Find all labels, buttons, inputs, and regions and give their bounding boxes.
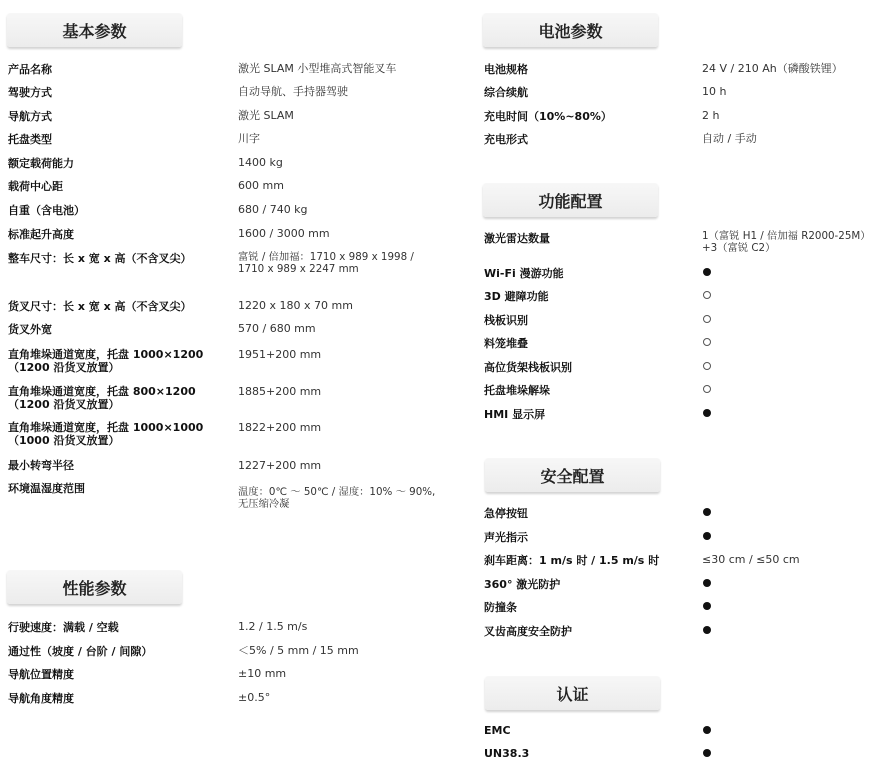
- function-value: 1（富锐 H1 / 倍加福 R2000-25M）: [702, 230, 871, 242]
- empty-circle-icon: [703, 385, 711, 393]
- battery-value: 10 h: [702, 85, 727, 98]
- basic-label: 驾驶方式: [8, 86, 52, 99]
- performance-label: 行驶速度：满载 / 空载: [8, 621, 119, 634]
- basic-value: 1400 kg: [238, 156, 283, 169]
- basic-value: 富锐 / 倍加福：1710 x 989 x 1998 /: [238, 251, 414, 263]
- function-label: 料笼堆叠: [484, 337, 528, 350]
- basic-value: 自动导航、手持器驾驶: [238, 85, 348, 98]
- filled-dot-icon: [703, 602, 711, 610]
- basic-label-cont: （1200 沿货叉放置）: [8, 398, 120, 411]
- basic-value: 温度：0℃ ～ 50℃ / 湿度：10% ～ 90%,: [238, 486, 436, 498]
- battery-value: 2 h: [702, 109, 720, 122]
- basic-value: 1600 / 3000 mm: [238, 227, 330, 240]
- basic-label: 直角堆垛通道宽度，托盘 800×1200: [8, 385, 196, 398]
- filled-dot-icon: [703, 749, 711, 757]
- empty-circle-icon: [703, 315, 711, 323]
- battery-label: 充电形式: [484, 133, 528, 146]
- performance-label: 通过性（坡度 / 台阶 / 间隙）: [8, 645, 153, 658]
- empty-circle-icon: [703, 291, 711, 299]
- basic-value-cont: 1710 x 989 x 2247 mm: [238, 263, 359, 275]
- safety-label: 刹车距离：1 m/s 时 / 1.5 m/s 时: [484, 554, 660, 567]
- function-label: Wi-Fi 漫游功能: [484, 267, 564, 280]
- basic-value: 1822+200 mm: [238, 421, 322, 434]
- performance-value: ＜5% / 5 mm / 15 mm: [238, 644, 359, 657]
- basic-value: 激光 SLAM 小型堆高式智能叉车: [238, 62, 397, 75]
- empty-circle-icon: [703, 338, 711, 346]
- filled-dot-icon: [703, 626, 711, 634]
- basic-label: 额定载荷能力: [8, 157, 74, 170]
- section-title-performance: 性能参数: [7, 570, 182, 604]
- basic-label: 载荷中心距: [8, 180, 63, 193]
- cert-label: EMC: [484, 724, 511, 737]
- basic-value: 激光 SLAM: [238, 109, 294, 122]
- basic-value: 1951+200 mm: [238, 348, 322, 361]
- filled-dot-icon: [703, 268, 711, 276]
- safety-label: 防撞条: [484, 601, 517, 614]
- section-title-cert: 认证: [485, 676, 660, 710]
- safety-value: ≤30 cm / ≤50 cm: [702, 553, 800, 566]
- basic-label: 直角堆垛通道宽度，托盘 1000×1200: [8, 348, 204, 361]
- basic-value: 680 / 740 kg: [238, 203, 308, 216]
- section-title-function: 功能配置: [483, 183, 658, 217]
- basic-value-cont: 无压缩冷凝: [238, 498, 290, 510]
- performance-label: 导航位置精度: [8, 668, 74, 681]
- basic-label: 导航方式: [8, 110, 52, 123]
- basic-label: 托盘类型: [8, 133, 52, 146]
- function-label: 栈板识别: [484, 314, 528, 327]
- function-label: 3D 避障功能: [484, 290, 549, 303]
- basic-value: 570 / 680 mm: [238, 322, 316, 335]
- filled-dot-icon: [703, 508, 711, 516]
- basic-label-cont: （1200 沿货叉放置）: [8, 361, 120, 374]
- basic-label: 最小转弯半径: [8, 459, 74, 472]
- filled-dot-icon: [703, 532, 711, 540]
- safety-label: 360° 激光防护: [484, 578, 561, 591]
- section-title-battery: 电池参数: [483, 13, 658, 47]
- battery-value: 24 V / 210 Ah（磷酸铁锂）: [702, 62, 843, 75]
- basic-value: 1220 x 180 x 70 mm: [238, 299, 353, 312]
- performance-value: ±10 mm: [238, 667, 287, 680]
- basic-label-cont: （1000 沿货叉放置）: [8, 434, 120, 447]
- basic-label: 标准起升高度: [8, 228, 74, 241]
- basic-label: 产品名称: [8, 63, 52, 76]
- basic-label: 整车尺寸：长 x 宽 x 高（不含叉尖）: [8, 252, 192, 265]
- basic-label: 环境温湿度范围: [8, 482, 85, 495]
- battery-label: 充电时间（10%~80%）: [484, 110, 612, 123]
- basic-label: 直角堆垛通道宽度，托盘 1000×1000: [8, 421, 204, 434]
- section-title-safety: 安全配置: [485, 458, 660, 492]
- basic-value: 川字: [238, 132, 260, 145]
- safety-label: 声光指示: [484, 531, 528, 544]
- filled-dot-icon: [703, 726, 711, 734]
- section-title-basic: 基本参数: [7, 13, 182, 47]
- basic-value: 600 mm: [238, 179, 284, 192]
- filled-dot-icon: [703, 409, 711, 417]
- performance-label: 导航角度精度: [8, 692, 74, 705]
- performance-value: ±0.5°: [238, 691, 271, 704]
- function-value-cont: +3（富锐 C2）: [702, 242, 776, 254]
- battery-value: 自动 / 手动: [702, 132, 757, 145]
- cert-label: UN38.3: [484, 747, 530, 760]
- function-label: 高位货架栈板识别: [484, 361, 572, 374]
- basic-value: 1227+200 mm: [238, 459, 322, 472]
- safety-label: 叉齿高度安全防护: [484, 625, 572, 638]
- safety-label: 急停按钮: [484, 507, 528, 520]
- filled-dot-icon: [703, 579, 711, 587]
- basic-label: 自重（含电池）: [8, 204, 85, 217]
- basic-label: 货叉尺寸：长 x 宽 x 高（不含叉尖）: [8, 300, 192, 313]
- battery-label: 电池规格: [484, 63, 528, 76]
- basic-value: 1885+200 mm: [238, 385, 322, 398]
- basic-label: 货叉外宽: [8, 323, 52, 336]
- battery-label: 综合续航: [484, 86, 528, 99]
- function-label: 托盘堆垛解垛: [484, 384, 550, 397]
- empty-circle-icon: [703, 362, 711, 370]
- performance-value: 1.2 / 1.5 m/s: [238, 620, 308, 633]
- function-label: HMI 显示屏: [484, 408, 546, 421]
- function-label: 激光雷达数量: [484, 232, 550, 245]
